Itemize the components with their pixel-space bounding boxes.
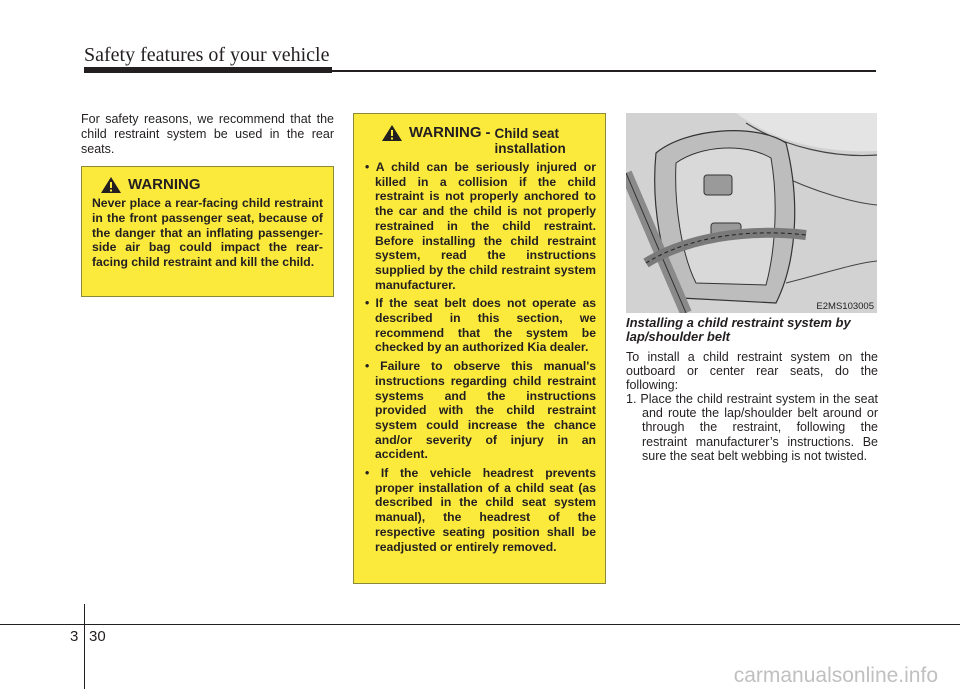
warning-header — [363, 124, 596, 156]
instruction-steps — [626, 392, 878, 463]
warning-header — [92, 176, 323, 194]
warning-dash: - — [485, 124, 491, 141]
warning-triangle-icon — [100, 176, 122, 194]
child-seat-drawing — [626, 113, 877, 313]
page-number: 30 — [89, 628, 106, 645]
child-seat-illustration — [626, 113, 877, 313]
chapter-number: 3 — [70, 628, 79, 645]
warning-item: • A child can be seriously injured or killed in a collision if the child restraint is not properly anchored to the car and the child is not properly restrained in the child restraint. Before installing the child restraint system, read the instructions supplied by the child restraint system manufacturer. — [363, 160, 596, 292]
footer-rule — [0, 624, 960, 625]
warning-subtitle: Child seat installation — [494, 126, 566, 156]
warning-item: • Failure to observe this manual's instructions regarding child restraint systems and the instructions provided with the child restraint system could increase the chance and/or severity of injury in an accident. — [363, 359, 596, 462]
body-paragraph: To install a child restraint system on the outboard or center rear seats, do the following: — [626, 350, 878, 393]
warning-title: WARNING — [128, 176, 201, 193]
warning-box-child-seat — [353, 113, 606, 584]
warning-item: • If the vehicle headrest prevents proper installation of a child seat (as described in the child seat system manual), the headrest of the respective seating position shall be readjusted or entirely removed. — [363, 466, 596, 554]
intro-paragraph: For safety reasons, we recommend that the child restraint system be used in the rear seats. — [81, 112, 334, 156]
warning-list — [363, 160, 596, 554]
figure-caption: Installing a child restraint system by lap/shoulder belt — [626, 315, 851, 344]
warning-item: • If the seat belt does not operate as described in this section, we recommend that the system be checked by an authorized Kia dealer. — [363, 296, 596, 355]
header-rule — [84, 70, 876, 72]
warning-triangle-icon — [381, 124, 403, 142]
figure-code: E2MS103005 — [816, 301, 874, 312]
footer-divider — [84, 604, 85, 689]
warning-text: Never place a rear-facing child restraint in the front passenger seat, because of the danger that an inflating passenger-side air bag could impact the rear-facing child restraint and kill the child. — [92, 196, 323, 270]
warning-title: WARNING — [409, 124, 482, 141]
section-title: Safety features of your vehicle — [84, 44, 330, 66]
watermark: carmanualsonline.info — [733, 664, 938, 687]
instruction-step: 1. Place the child restraint system in the seat and route the lap/shoulder belt around or through the restraint, following the restraint manufacturer’s instructions. Be sure the seat belt webbing is not twisted. — [626, 392, 878, 463]
warning-box-front-seat — [81, 166, 334, 297]
